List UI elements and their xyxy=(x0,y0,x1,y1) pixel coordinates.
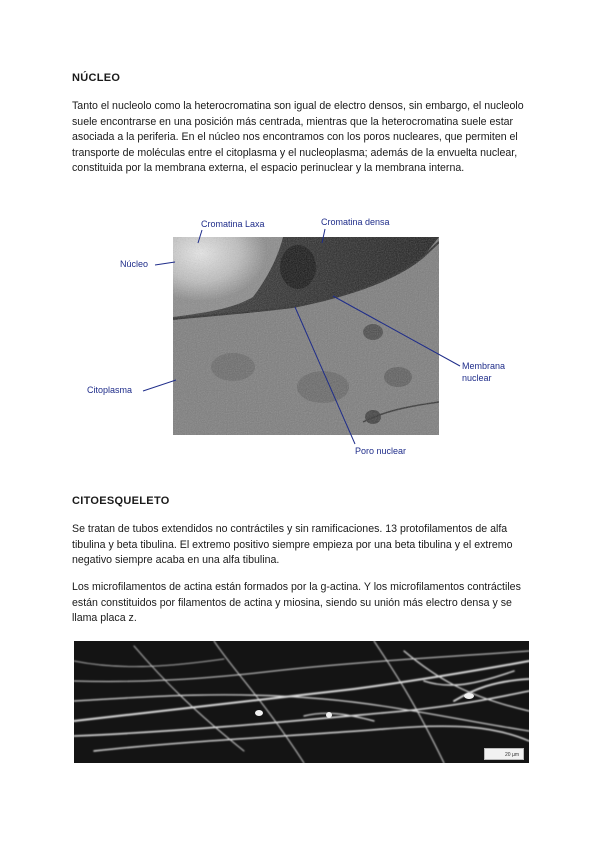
section-title-citoesqueleto: CITOESQUELETO xyxy=(72,495,170,507)
label-membrana: Membrana xyxy=(462,361,506,371)
label-poro-nuclear: Poro nuclear xyxy=(355,446,407,456)
cytoskeleton-micrograph-art xyxy=(74,641,529,763)
section-title-nucleo: NÚCLEO xyxy=(72,72,121,84)
citoesqueleto-paragraph-2: Los microfilamentos de actina están formados por la g-actina. Y los microfilamentos contráctiles están constituidos por filamentos de actina y miosina, siendo su unión más electro densa y se llama placa z. xyxy=(72,581,521,625)
cytoskeleton-micrograph xyxy=(74,641,529,763)
label-citoplasma: Citoplasma xyxy=(87,385,133,395)
nucleo-paragraph: Tanto el nucleolo como la heterocromatina son igual de electro densos, sin embargo, el nucleolo suele encontrarse en una posición más centrada, mientras que la heterocromatina suele estar asociada a la periferia. En el núcleo nos encontramos con los poros nucleares, que permiten el transporte de moléculas entre el citoplasma y el nucleoplasma; además de la envuelta nuclear, constituida por la membrana externa, el espacio perinuclear y la membrana interna. xyxy=(72,100,524,175)
scale-bar-label: 20 µm xyxy=(505,752,519,758)
citoesqueleto-paragraph-1: Se tratan de tubos extendidos no contráctiles y sin ramificaciones. 13 protofilamentos de alfa tibulina y beta tibulina. El extremo positivo siempre empieza por una beta tibulina y el extremo negativo siempre acaba en una alfa tibulina. xyxy=(72,523,513,567)
label-cromatina-laxa: Cromatina Laxa xyxy=(201,219,265,229)
label-nuclear: nuclear xyxy=(462,373,492,383)
label-nucleo: Núcleo xyxy=(120,259,149,269)
label-cromatina-densa: Cromatina densa xyxy=(321,217,390,227)
scale-bar xyxy=(484,748,524,760)
